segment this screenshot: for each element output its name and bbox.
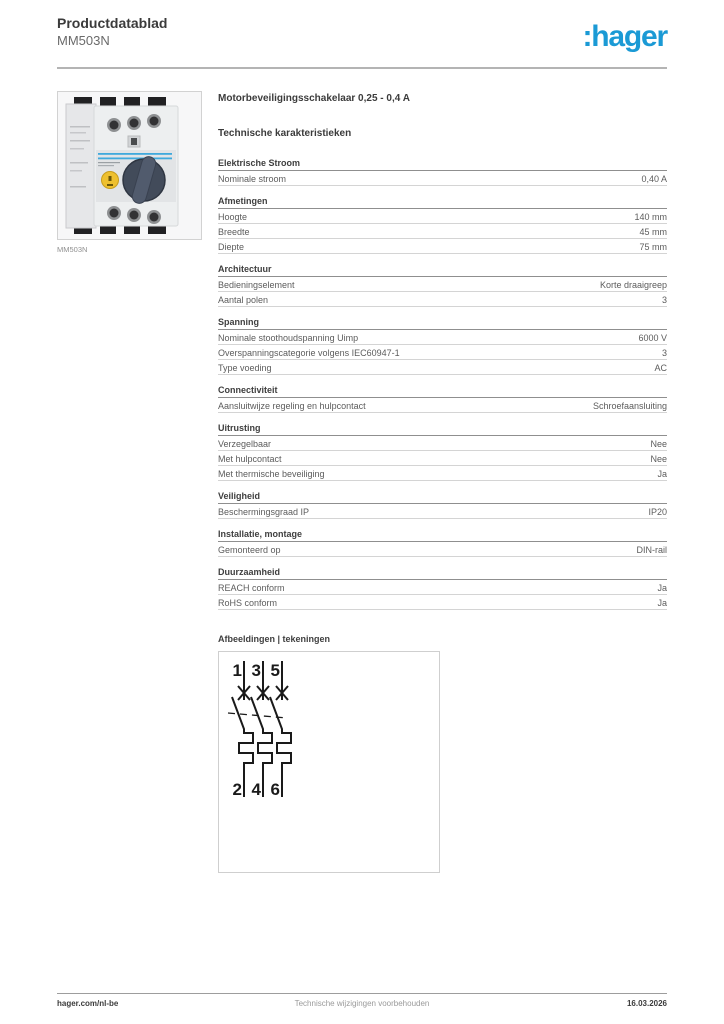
- header-divider: [57, 67, 667, 69]
- spec-value: AC: [654, 362, 667, 373]
- spec-value: 3: [661, 294, 667, 305]
- spec-row: [218, 292, 667, 307]
- spec-row: [218, 345, 667, 360]
- spec-value: 45 mm: [639, 226, 667, 237]
- spec-value: Korte draaigreep: [599, 279, 667, 290]
- section-spanning: [218, 317, 667, 375]
- spec-label: Bedieningselement: [218, 279, 295, 290]
- spec-row: [218, 466, 667, 481]
- terminal-label: 3: [251, 661, 261, 680]
- section-elektrische-stroom: [218, 158, 667, 186]
- spec-row: [218, 398, 667, 413]
- terminal-label: 4: [251, 780, 261, 799]
- section-title: Architectuur: [218, 264, 667, 277]
- spec-label: Diepte: [218, 241, 245, 252]
- spec-label: Met hulpcontact: [218, 453, 282, 464]
- spec-row: [218, 542, 667, 557]
- spec-row: [218, 171, 667, 186]
- section-title: Elektrische Stroom: [218, 158, 667, 171]
- spec-value: DIN-rail: [636, 544, 667, 555]
- trip-indicator-yellow: [102, 172, 119, 189]
- spec-label: Overspanningscategorie volgens IEC60947-1: [218, 347, 400, 358]
- terminal-label: 2: [232, 780, 242, 799]
- pole-1: [232, 661, 253, 797]
- drawings-heading: Afbeeldingen | tekeningen: [218, 634, 331, 644]
- section-connectiviteit: [218, 385, 667, 413]
- product-photo-frame: [57, 91, 202, 240]
- spec-value: Ja: [657, 597, 667, 608]
- spec-label: RoHS conform: [218, 597, 278, 608]
- wiring-diagram-frame: [218, 651, 440, 873]
- spec-value: Nee: [650, 453, 667, 464]
- terminal-label: 6: [270, 780, 280, 799]
- spec-row: [218, 330, 667, 345]
- spec-label: Met thermische beveiliging: [218, 468, 325, 479]
- product-title: Motorbeveiligingsschakelaar 0,25 - 0,4 A: [218, 93, 410, 104]
- section-title: Spanning: [218, 317, 667, 330]
- footer-date: 16.03.2026: [626, 999, 667, 1008]
- document-type-title: Productdatablad: [57, 15, 168, 31]
- spec-label: Verzegelbaar: [218, 438, 272, 449]
- spec-label: Nominale stoothoudspanning Uimp: [218, 332, 359, 343]
- spec-row: [218, 504, 667, 519]
- product-photo: [58, 92, 201, 239]
- spec-content: [218, 93, 667, 873]
- terminal-label: 1: [232, 661, 242, 680]
- spec-row: [218, 580, 667, 595]
- section-title: Veiligheid: [218, 491, 667, 504]
- spec-label: Nominale stroom: [218, 173, 287, 184]
- pole-3: [270, 661, 291, 797]
- section-architectuur: [218, 264, 667, 307]
- photo-caption: MM503N: [57, 245, 88, 254]
- spec-row: [218, 224, 667, 239]
- pole-2: [251, 661, 272, 797]
- section-veiligheid: [218, 491, 667, 519]
- spec-row: [218, 277, 667, 292]
- spec-row: [218, 360, 667, 375]
- section-title: Installatie, montage: [218, 529, 667, 542]
- section-title: Duurzaamheid: [218, 567, 667, 580]
- footer-disclaimer: Technische wijzigingen voorbehouden: [294, 999, 430, 1008]
- spec-label: Beschermingsgraad IP: [218, 506, 310, 517]
- spec-row: [218, 451, 667, 466]
- section-title: Connectiviteit: [218, 385, 667, 398]
- website-link[interactable]: hager.com/nl-be: [57, 999, 119, 1008]
- section-title: Uitrusting: [218, 423, 667, 436]
- section-title: Afmetingen: [218, 196, 667, 209]
- spec-value: 3: [661, 347, 667, 358]
- test-port-slot: [131, 138, 137, 145]
- footer-divider: [57, 993, 667, 994]
- section-installatie-montage: [218, 529, 667, 557]
- side-panel: [66, 104, 96, 228]
- spec-label: Breedte: [218, 226, 250, 237]
- section-uitrusting: [218, 423, 667, 481]
- spec-value: IP20: [648, 506, 667, 517]
- spec-row: [218, 436, 667, 451]
- spec-value: Ja: [657, 582, 667, 593]
- wiring-diagram: [219, 652, 439, 872]
- tech-characteristics-heading: Technische karakteristieken: [218, 128, 352, 139]
- spec-label: Aantal polen: [218, 294, 269, 305]
- terminal-label: 5: [270, 661, 280, 680]
- spec-value: Nee: [650, 438, 667, 449]
- spec-value: Ja: [657, 468, 667, 479]
- hager-logo: :hager: [582, 20, 667, 53]
- spec-label: Aansluitwijze regeling en hulpcontact: [218, 400, 366, 411]
- spec-value: 0,40 A: [641, 173, 667, 184]
- spec-label: Hoogte: [218, 211, 248, 222]
- product-reference: MM503N: [57, 33, 110, 48]
- section-duurzaamheid: [218, 567, 667, 610]
- spec-label: REACH conform: [218, 582, 285, 593]
- section-afmetingen: [218, 196, 667, 254]
- spec-row: [218, 239, 667, 254]
- spec-row: [218, 595, 667, 610]
- spec-value: Schroefaansluiting: [592, 400, 667, 411]
- spec-row: [218, 209, 667, 224]
- spec-label: Gemonteerd op: [218, 544, 281, 555]
- spec-value: 6000 V: [638, 332, 667, 343]
- spec-value: 140 mm: [634, 211, 667, 222]
- spec-label: Type voeding: [218, 362, 272, 373]
- spec-value: 75 mm: [639, 241, 667, 252]
